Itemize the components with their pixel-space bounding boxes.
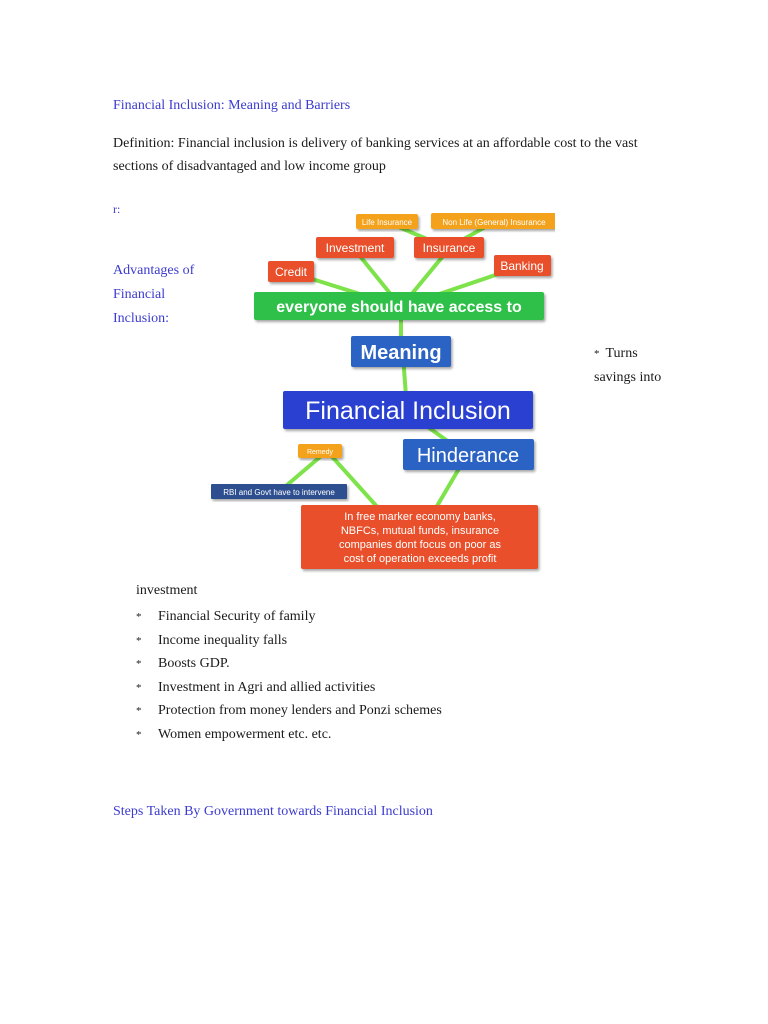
node-access bbox=[254, 292, 544, 320]
svg-text:Meaning: Meaning bbox=[360, 342, 442, 364]
advantages-heading: Advantages of Financial Inclusion: bbox=[113, 263, 195, 326]
node-financial-inclusion bbox=[283, 391, 533, 429]
list-item: * Protection from money lenders and Ponzi schemes bbox=[136, 699, 442, 723]
stray-mark: r: bbox=[113, 202, 121, 216]
svg-text:Life Insurance: Life Insurance bbox=[361, 218, 413, 227]
list-item: * Financial Security of family bbox=[136, 605, 442, 629]
investment-continuation: investment bbox=[136, 583, 198, 598]
node-hinderance bbox=[403, 439, 534, 470]
node-banking bbox=[494, 255, 551, 276]
list-item: * Income inequality falls bbox=[136, 629, 442, 653]
bullet-icon: * bbox=[136, 705, 142, 717]
list-item: * Women empowerment etc. etc. bbox=[136, 723, 442, 747]
svg-text:cost of operation exceeds prof: cost of operation exceeds profit bbox=[343, 553, 497, 565]
bullet-icon: * bbox=[136, 728, 142, 741]
svg-text:everyone should have access to: everyone should have access to bbox=[276, 299, 522, 316]
node-insurance bbox=[414, 237, 484, 258]
node-investment bbox=[316, 237, 394, 258]
svg-text:Credit: Credit bbox=[274, 265, 308, 279]
bullet-icon: * bbox=[136, 611, 142, 623]
list-item: * Boosts GDP. bbox=[136, 652, 442, 676]
connector-remedy bbox=[327, 451, 380, 510]
node-credit bbox=[268, 261, 314, 282]
side-bullet-text: Turns savings into bbox=[594, 346, 662, 385]
mind-map-diagram bbox=[205, 205, 555, 575]
svg-text:NBFCs, mutual funds, insurance: NBFCs, mutual funds, insurance bbox=[340, 525, 500, 537]
node-rbi-govt bbox=[211, 484, 347, 499]
side-bullet-item bbox=[594, 342, 664, 390]
list-item: * Investment in Agri and allied activities bbox=[136, 676, 442, 700]
svg-text:RBI and Govt have to intervene: RBI and Govt have to intervene bbox=[223, 488, 335, 497]
svg-text:Insurance: Insurance bbox=[422, 241, 476, 255]
svg-text:companies dont focus on poor a: companies dont focus on poor as bbox=[338, 539, 502, 551]
svg-text:Financial Inclusion: Financial Inclusion bbox=[305, 397, 511, 425]
node-meaning bbox=[351, 336, 451, 367]
node-non-life-insurance bbox=[431, 213, 555, 229]
svg-text:Non Life (General) Insurance: Non Life (General) Insurance bbox=[442, 218, 546, 227]
benefit-list bbox=[136, 605, 442, 746]
svg-text:Banking: Banking bbox=[500, 259, 544, 273]
steps-heading: Steps Taken By Government towards Financial Inclusion bbox=[113, 804, 433, 819]
svg-text:In free marker economy banks,: In free marker economy banks, bbox=[344, 511, 496, 523]
bullet-icon: * bbox=[136, 634, 142, 647]
bullet-icon: * bbox=[594, 348, 600, 360]
svg-text:Investment: Investment bbox=[325, 241, 385, 255]
bullet-icon: * bbox=[136, 658, 142, 670]
bullet-icon: * bbox=[136, 681, 142, 694]
svg-text:Hinderance: Hinderance bbox=[416, 445, 520, 467]
svg-text:Remedy: Remedy bbox=[306, 449, 334, 456]
node-life-insurance bbox=[356, 214, 418, 229]
page-title: Financial Inclusion: Meaning and Barriers bbox=[113, 98, 351, 113]
node-barrier bbox=[301, 505, 538, 569]
node-remedy bbox=[298, 444, 342, 458]
definition-paragraph: Definition: Financial inclusion is delivery of banking services at an affordable cost to the vast sections of disadvantaged and low income group bbox=[113, 136, 638, 174]
